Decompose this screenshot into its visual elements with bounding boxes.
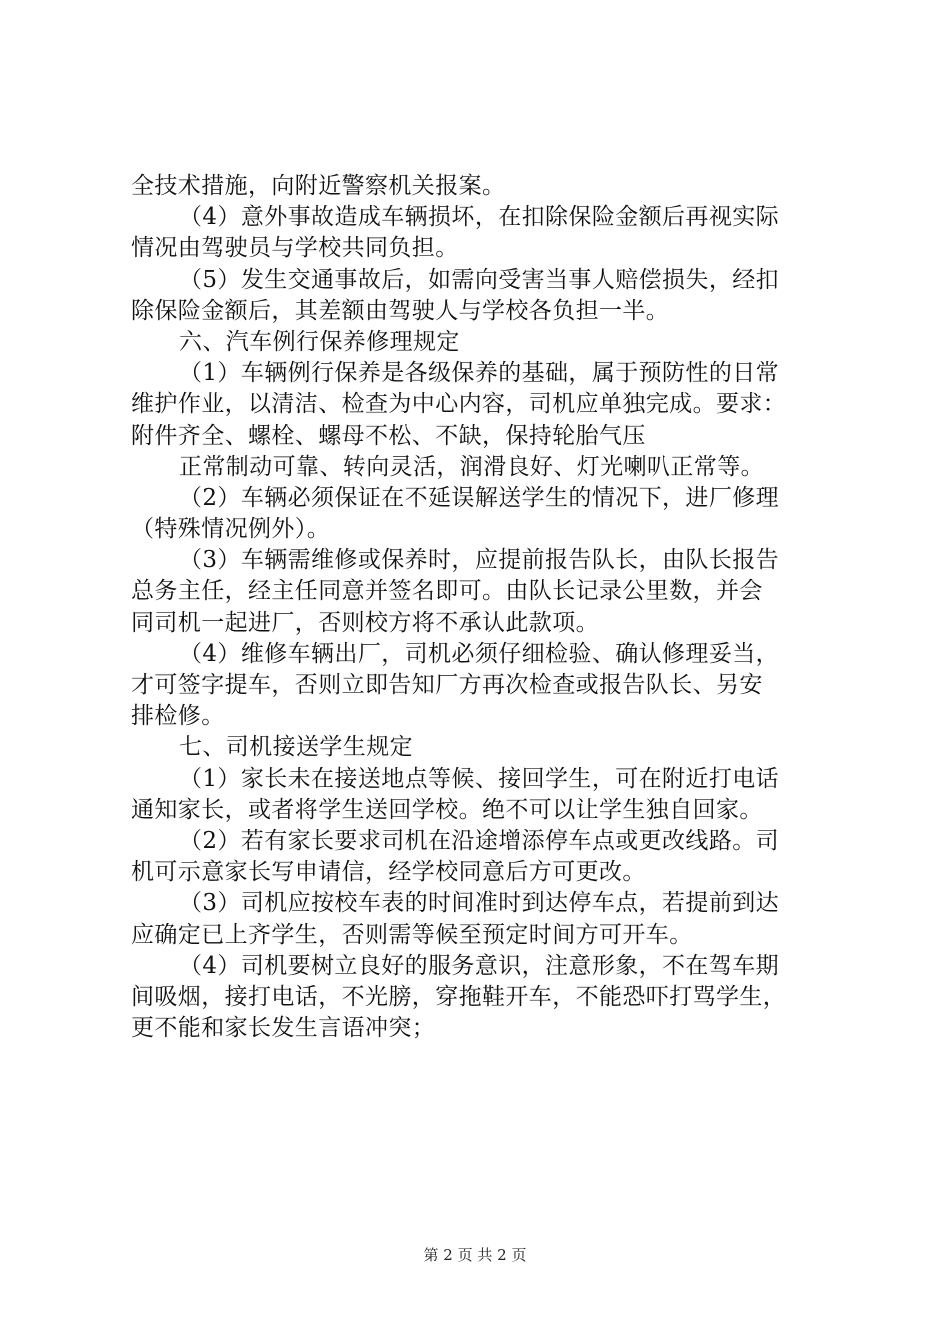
text-line: 六、汽车例行保养修理规定 — [179, 328, 460, 355]
text-line: （3）车辆需维修或保养时，应提前报告队长，由队长报告 — [179, 547, 780, 574]
text-line: 全技术措施，向附近警察机关报案。 — [131, 173, 506, 199]
text-line: 除保险金额后，其差额由驾驶人与学校各负担一半。 — [131, 297, 670, 324]
text-line: （3）司机应按校车表的时间准时到达停车点，若提前到达 — [179, 890, 780, 917]
text-line: 应确定已上齐学生，否则需等候至预定时间方可开车。 — [131, 921, 693, 948]
text-line: 同司机一起进厂，否则校方将不承认此款项。 — [131, 609, 599, 636]
text-line: （5）发生交通事故后，如需向受害当事人赔偿损失，经扣 — [179, 266, 780, 293]
text-line: （特殊情况例外）。 — [131, 516, 331, 543]
text-line: （4）维修车辆出厂，司机必须仔细检验、确认修理妥当， — [179, 640, 780, 667]
document-body — [131, 171, 831, 1044]
text-line: （4）司机要树立良好的服务意识，注意形象，不在驾车期 — [179, 952, 780, 979]
text-line: 维护作业，以清洁、检查为中心内容，司机应单独完成。要求： — [131, 391, 787, 418]
text-line: 机可示意家长写申请信，经学校同意后方可更改。 — [131, 859, 646, 886]
text-line: 更不能和家长发生言语冲突； — [131, 1015, 436, 1042]
text-line: 排检修。 — [131, 703, 225, 730]
text-line: （2）车辆必须保证在不延误解送学生的情况下，进厂修理 — [179, 484, 780, 511]
text-line: 通知家长，或者将学生送回学校。绝不可以让学生独自回家。 — [131, 796, 763, 823]
text-line: 总务主任，经主任同意并签名即可。由队长记录公里数，并会 — [131, 578, 763, 605]
text-line: 情况由驾驶员与学校共同负担。 — [131, 235, 459, 262]
text-line: 间吸烟，接打电话，不光膀，穿拖鞋开车，不能恐吓打骂学生， — [131, 983, 787, 1010]
text-line: 七、司机接送学生规定 — [179, 734, 413, 761]
text-line: 才可签字提车，否则立即告知厂方再次检查或报告队长、另安 — [131, 672, 763, 698]
text-line: （1）车辆例行保养是各级保养的基础，属于预防性的日常 — [179, 360, 780, 387]
text-line: （4）意外事故造成车辆损坏，在扣除保险金额后再视实际 — [179, 204, 780, 231]
text-line: （1）家长未在接送地点等候、接回学生，可在附近打电话 — [179, 765, 780, 792]
text-line: （2）若有家长要求司机在沿途增添停车点或更改线路。司 — [179, 827, 780, 854]
text-line: 附件齐全、螺栓、螺母不松、不缺，保持轮胎气压 — [131, 422, 646, 449]
page-footer: 第 2 页 共 2 页 — [423, 1246, 527, 1264]
text-line: 正常制动可靠、转向灵活，润滑良好、灯光喇叭正常等。 — [179, 453, 764, 480]
